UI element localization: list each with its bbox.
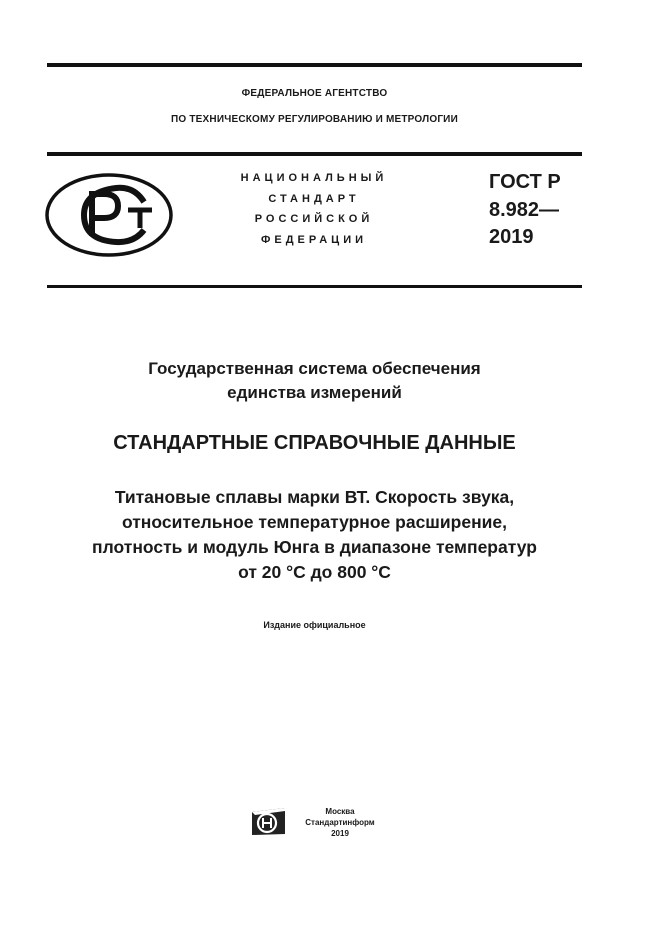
gost-line-3: 2019 [489, 226, 534, 248]
main-title: СТАНДАРТНЫЕ СПРАВОЧНЫЕ ДАННЫЕ [113, 432, 516, 454]
top-rule [47, 63, 582, 67]
standard-type-line-2: СТАНДАРТ [268, 193, 360, 205]
subtitle-line-4: от 20 °С до 800 °С [238, 562, 391, 582]
publisher-year: 2019 [331, 829, 349, 838]
header-rule [47, 152, 582, 156]
subtitle-line-1: Титановые сплавы марки ВТ. Скорость звука, [114, 487, 515, 507]
rst-certification-logo-icon [44, 172, 174, 258]
standard-type-line-3: РОССИЙСКОЙ [254, 213, 374, 225]
edition-label: Издание официальное [263, 620, 366, 630]
standartinform-logo-icon [249, 806, 289, 837]
gost-line-2: 8.982— [489, 199, 560, 221]
system-title-line-1: Государственная система обеспечения [148, 359, 481, 378]
agency-line-1: ФЕДЕРАЛЬНОЕ АГЕНТСТВО [241, 88, 388, 99]
subtitle-line-3: плотность и модуль Юнга в диапазоне температур [92, 537, 537, 557]
system-title-line-2: единства измерений [227, 383, 402, 402]
agency-line-2: ПО ТЕХНИЧЕСКОМУ РЕГУЛИРОВАНИЮ И МЕТРОЛОГИИ [171, 114, 458, 125]
standard-type-line-1: НАЦИОНАЛЬНЫЙ [240, 172, 388, 184]
publisher-city: Москва [325, 807, 355, 816]
standard-rule [47, 285, 582, 288]
gost-line-1: ГОСТ Р [489, 171, 561, 193]
subtitle-line-2: относительное температурное расширение, [121, 512, 508, 532]
publisher-name: Стандартинформ [305, 818, 375, 827]
standard-type-line-4: ФЕДЕРАЦИИ [260, 234, 368, 246]
